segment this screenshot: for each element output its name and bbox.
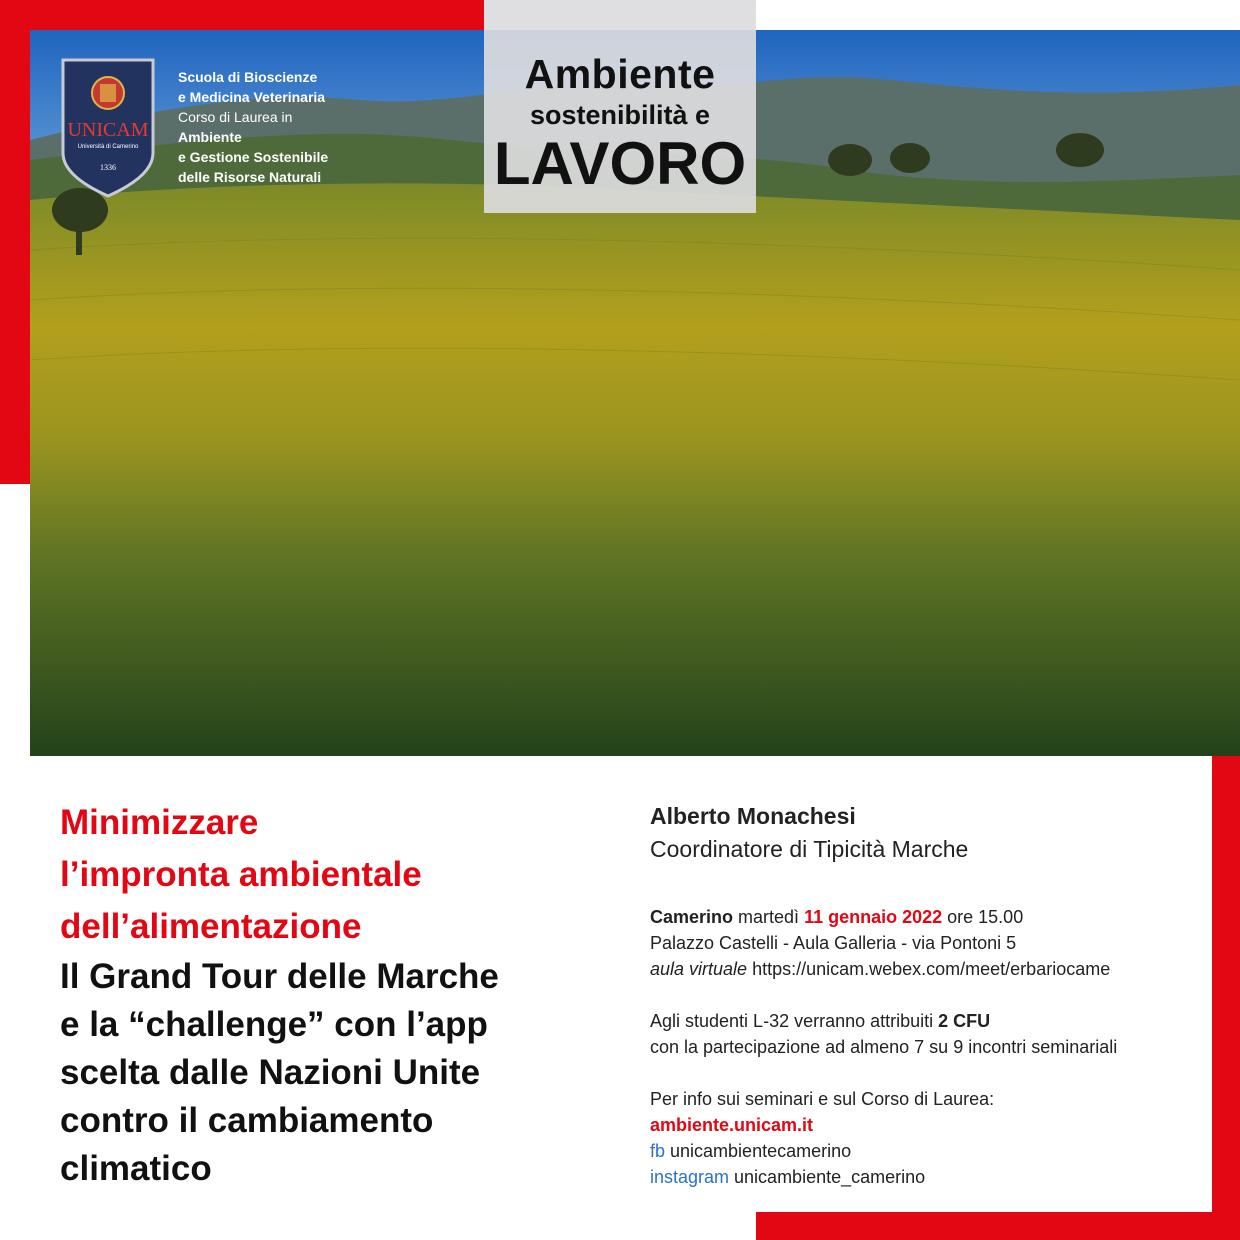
seminar-title-block [60,797,580,1193]
info-facebook[interactable] [650,1138,1210,1164]
seminar-subtitle-line-2: e la “challenge” con l’app [60,1005,488,1044]
credits-line-2: con la partecipazione ad almeno 7 su 9 incontri seminariali [650,1037,1118,1057]
logo-year: 1336 [100,163,116,172]
credits-cfu: 2 CFU [938,1011,991,1031]
seminar-title-line-3: dell’alimentazione [60,907,362,946]
seminar-subtitle-line-4: contro il cambiamento [60,1101,434,1140]
seminar-subtitle-line-1: Il Grand Tour delle Marche [60,957,499,996]
school-line-1: Scuola di Bioscienze [178,69,318,85]
info-website[interactable]: ambiente.unicam.it [650,1115,814,1135]
unicam-logo [59,58,157,198]
series-title-box [484,0,756,213]
series-title-line-3: LAVORO [493,130,747,197]
course-intro: Corso di Laurea in [178,109,293,125]
speaker-name: Alberto Monachesi [650,803,856,829]
logo-subtitle: Università di Camerino [77,144,139,150]
facebook-label: fb [650,1141,666,1161]
event-when [650,904,1210,930]
speaker-role: Coordinatore di Tipicità Marche [650,836,969,862]
logo-name: UNICAM [67,119,149,141]
credits-prefix: Agli studenti L-32 verranno attribuiti [650,1011,939,1031]
course-line-3: delle Risorse Naturali [178,169,322,185]
instagram-handle: unicambiente_camerino [729,1167,926,1187]
event-city: Camerino [650,907,734,927]
info-intro: Per info sui seminari e sul Corso di Laurea: [650,1089,995,1109]
course-line-1: Ambiente [178,129,242,145]
event-date: 11 gennaio 2022 [804,907,943,927]
virtual-url[interactable]: https://unicam.webex.com/meet/erbariocame [747,959,1111,979]
info-instagram[interactable] [650,1164,1210,1190]
event-day: martedì [733,907,805,927]
event-virtual [650,956,1210,982]
event-details [650,800,1210,1190]
facebook-handle: unicambientecamerino [665,1141,852,1161]
series-title-line-1: Ambiente [524,51,716,97]
event-time: ore 15.00 [942,907,1024,927]
seminar-title-line-2: l’impronta ambientale [60,855,422,894]
seminar-subtitle-line-3: scelta dalle Nazioni Unite [60,1053,481,1092]
institution-block [178,67,328,187]
series-title-line-2: sostenibilità e [529,100,711,130]
credits-line-1 [650,1008,1210,1034]
seminar-subtitle-line-5: climatico [60,1149,212,1188]
event-venue: Palazzo Castelli - Aula Galleria - via Pontoni 5 [650,933,1017,953]
instagram-label: instagram [650,1167,730,1187]
school-line-2: e Medicina Veterinaria [178,89,326,105]
seminar-title-line-1: Minimizzare [60,803,259,842]
course-line-2: e Gestione Sostenibile [178,149,329,165]
virtual-label: aula virtuale [650,959,748,979]
